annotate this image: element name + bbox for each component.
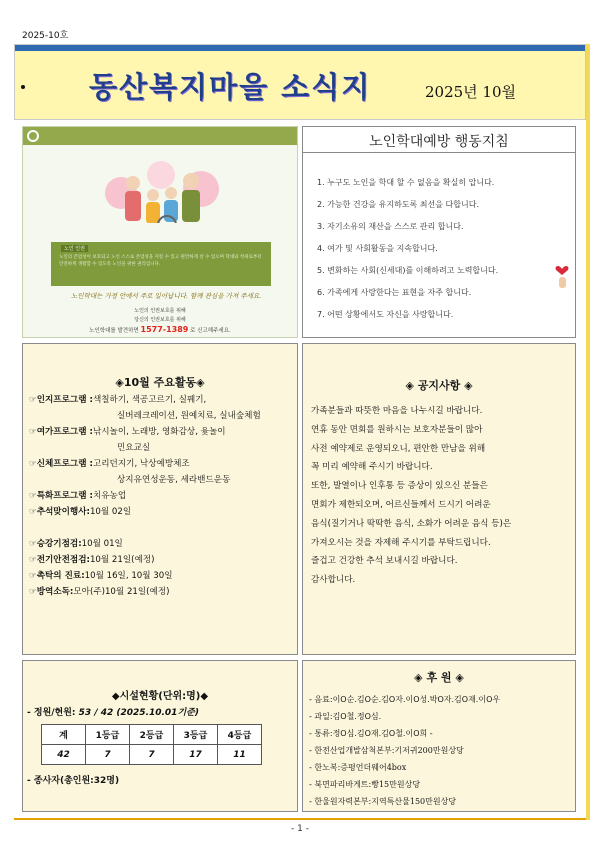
table-header-cell: 1등급 (86, 725, 130, 745)
event-row (29, 536, 295, 552)
activity-value: 고리던지기, 낙상예방체조 (92, 459, 190, 469)
guidelines-list (317, 177, 498, 331)
table-header-row (42, 725, 262, 745)
facility-title: ◆시설현황(단위:명)◆ (111, 691, 209, 702)
newsletter-header (14, 44, 586, 120)
poster-line-2: 당신의 인권보호를 위해 (134, 317, 186, 323)
guidelines-title: 노인학대예방 행동지침 (303, 127, 575, 153)
activity-value: 색칠하기, 색공고르기, 실꿰기, (92, 395, 207, 405)
table-cell: 11 (218, 745, 262, 765)
event-label: ☞촉탁의 진료: (29, 571, 85, 581)
notice-line: 연휴 동안 면회를 원하시는 보호자분들이 많아 (311, 424, 483, 435)
notice-title: ◈ 공지사항 ◈ (405, 379, 473, 392)
table-cell: 17 (174, 745, 218, 765)
table-header-cell: 3등급 (174, 725, 218, 745)
sponsor-item (309, 742, 573, 759)
capacity-value: 53 / 42 (2025.10.01기준) (75, 708, 199, 718)
sponsor-item (309, 793, 573, 810)
table-cell: 42 (42, 745, 86, 765)
sponsor-text: - 한울원자력본부:지역특산물 (309, 797, 410, 806)
poster-line-1: 노인의 인권보호를 위해 (134, 308, 186, 314)
poster-line-3 (23, 325, 297, 334)
monthly-activities (22, 343, 298, 655)
sponsor-text: - 한노복:증평언더웨어 (309, 763, 387, 772)
sponsor-amount: 4box (386, 763, 407, 772)
table-header-cell: 4등급 (218, 725, 262, 745)
activity-value: 치유농업 (92, 491, 127, 501)
elder-rights-poster (22, 126, 298, 338)
rights-panel (51, 242, 271, 286)
activity-label: ☞여가프로그램 : (29, 427, 93, 437)
sponsors-title: ◈ 후 원 ◈ (414, 671, 464, 684)
event-label: ☞추석맞이행사: (29, 507, 90, 517)
panel-title: 노인 인권 (61, 245, 88, 252)
family-illustration-icon (101, 153, 221, 239)
event-value: 10월 21일(예정) (89, 555, 155, 565)
guideline-item: 7. 어떤 상황에서도 자신을 사랑합니다. (317, 310, 454, 319)
guideline-item: 2. 가능한 건강을 유지하도록 최선을 다합니다. (317, 200, 479, 209)
guideline-item: 6. 가족에게 사랑한다는 표현을 자주 합니다. (317, 288, 472, 297)
page-number: - 1 - (291, 824, 309, 834)
sponsor-text: - 음료:이O순.김O순.김O자.이O성.박O자.김O재.이O우 (309, 695, 501, 704)
notice-line: 사전 예약제로 운영되오니, 편안한 만남을 위해 (311, 443, 486, 454)
activity-label: ☞특화프로그램 : (29, 491, 93, 501)
report-prefix: 노인학대를 발견하면 (89, 328, 139, 334)
page-footer (14, 818, 586, 836)
sponsor-text: - 북면파리바게트:빵 (309, 780, 379, 789)
event-value: 10월 16일, 10월 30일 (84, 571, 173, 581)
sponsor-text: - 한전산업개발삼척본부:기저귀 (309, 746, 418, 755)
event-value: 모아(주)10월 21일(예정) (73, 587, 170, 597)
event-row (29, 568, 295, 584)
notice-line: 감사합니다. (311, 575, 356, 586)
activity-row (29, 392, 295, 408)
activity-continuation: 민요교실 (117, 443, 151, 453)
table-cell: 7 (86, 745, 130, 765)
notice-line: 음식(질기거나 딱딱한 음식, 소화가 어려운 음식 등)은 (311, 518, 512, 529)
event-value: 10월 01일 (81, 539, 123, 549)
sponsor-item (309, 708, 573, 725)
sponsors-section (302, 660, 576, 812)
hotline-number: 1577-1389 (140, 325, 189, 334)
table-row (42, 745, 262, 765)
sponsor-text: - 과일:김O철.정O심. (309, 712, 382, 721)
event-value: 10월 02일 (89, 507, 132, 517)
notice-section (302, 343, 576, 655)
poster-band (23, 127, 297, 145)
newsletter-title: 동산복지마을 소식지 (89, 70, 372, 104)
sponsor-amount: 15만원상당 (378, 780, 421, 789)
abuse-prevention-guidelines (302, 126, 576, 338)
sponsor-amount: 200만원상당 (417, 746, 464, 755)
guideline-item: 3. 자기소유의 재산을 스스로 관리 합니다. (317, 222, 464, 231)
notice-line: 또한, 발열이나 인후통 등 증상이 있으신 분들은 (311, 481, 488, 492)
activity-row (29, 488, 295, 504)
circle-icon (27, 130, 39, 142)
activity-label: ☞인지프로그램 : (29, 395, 93, 405)
capacity-label: - 정원/현원: (27, 708, 76, 718)
newsletter-date: 2025년 10월 (425, 83, 517, 101)
finger-heart-icon (553, 263, 571, 289)
event-row (29, 584, 295, 600)
header-top-line (15, 45, 585, 51)
panel-text: 노인의 존엄성이 보호되고 노인 스스로 존엄성을 지킬 수 있고 편안하게 살 수 있으며 학대와 착취로부터 안전하게 생활할 수 있도록 노인을 위한 권리입니다. (59, 255, 262, 267)
guideline-item: 5. 변화하는 사회(신세대)를 이해하려고 노력합니다. (317, 266, 499, 275)
activity-row (29, 424, 295, 440)
sponsor-item (309, 691, 573, 708)
grade-table (41, 724, 262, 765)
notice-line: 면회가 제한되오며, 어르신들께서 드시기 어려운 (311, 499, 491, 510)
event-label: ☞전기안전점검: (29, 555, 90, 565)
activities-title: ◈10월 주요활동◈ (115, 376, 205, 389)
notice-line: 가져오시는 것을 자제해 주시기를 부탁드립니다. (311, 537, 491, 548)
facility-status (22, 660, 298, 812)
activity-row (29, 456, 295, 472)
event-label: ☞방역소독: (29, 587, 74, 597)
event-row (29, 504, 295, 520)
sponsor-item (309, 759, 573, 776)
table-cell: 7 (130, 745, 174, 765)
sponsor-item (309, 725, 573, 742)
table-header-cell: 계 (42, 725, 86, 745)
right-accent-bar (586, 44, 590, 820)
activity-label: ☞신체프로그램 : (29, 459, 93, 469)
sponsors-list (309, 691, 573, 810)
activity-continuation: 상지유연성운동, 세라밴드운동 (117, 475, 231, 485)
table-header-cell: 2등급 (130, 725, 174, 745)
bullet-dot (21, 85, 25, 89)
notice-body (311, 402, 573, 590)
sponsor-amount: 150만원상당 (409, 797, 457, 806)
notice-line: 꼭 미리 예약해 주시기 바랍니다. (311, 462, 433, 473)
sponsor-item (309, 776, 573, 793)
event-row (29, 552, 295, 568)
report-suffix: 로 신고해주세요. (190, 328, 231, 334)
capacity-line (27, 705, 199, 718)
staff-count: - 종사자(총인원:32명) (27, 776, 120, 786)
guideline-item: 1. 누구도 노인을 학대 할 수 없음을 확실히 압니다. (317, 178, 495, 187)
activity-continuation: 실버레크레이션, 원예치료, 실내숲체험 (117, 411, 261, 421)
poster-slogan: 노인학대는 가정 안에서 주로 일어납니다. 함께 관심을 가져 주세요. (71, 292, 262, 300)
guideline-item: 4. 여가 및 사회활동을 지속합니다. (317, 244, 438, 253)
sponsor-text: - 통류:정O심.김O재.김O철.이O희 - (309, 729, 433, 738)
notice-line: 즐겁고 건강한 추석 보내시길 바랍니다. (311, 556, 458, 567)
issue-number: 2025-10호 (22, 31, 69, 41)
activity-value: 낚시놀이, 노래방, 영화감상, 윷놀이 (92, 427, 226, 437)
event-label: ☞승강기점검: (29, 539, 82, 549)
notice-line: 가족분들과 따뜻한 마음을 나누시길 바랍니다. (311, 406, 483, 416)
